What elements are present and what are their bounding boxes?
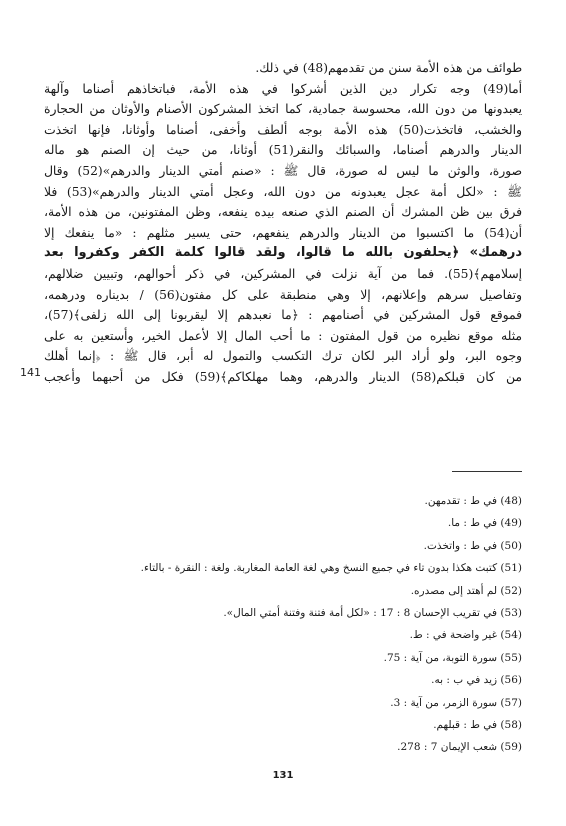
footnote: (57) سورة الزمر، من آية : 3. (390, 696, 522, 709)
text-line: ﷺ : «لكل أمة عجل يعبدونه من دون الله، وعجل أمتي الدينار والدرهم»(53) فلا (44, 184, 522, 199)
quran-verse-line: درهمك» ﴿يحلفون بالله ما قالوا، ولقد قالوا كلمة الكفر وكفروا بعد (44, 245, 522, 261)
page-number: 131 (272, 770, 294, 781)
footnote: (49) في ط : ما. (447, 517, 522, 530)
text-line: مثله موقع نظيره من قول المفتون : ما أحب المال إلا لأعمل الخير، وأستعين به على (44, 328, 522, 343)
text-line: فموقع قول المشركين في أصنامهم : ﴿ما نعبدهم إلا ليقربونا إلى الله زلفى﴾(57)، (44, 308, 522, 323)
footnote: (59) شعب الإيمان 7 : 278. (397, 741, 522, 754)
text-line: طوائف من هذه الأمة سنن من تقدمهم(48) في ذلك. (255, 61, 522, 75)
footnote: (58) في ط : قبلهم. (433, 719, 522, 732)
footnote: (54) غير واضحة في : ط. (409, 629, 522, 642)
footnote: (48) في ط : تقدمهن. (424, 495, 522, 507)
footnote: (51) كتبت هكذا بدون تاء في جميع النسخ وهي لغة العامة المغاربة. ولغة : النقرة - بالتاء. (140, 562, 522, 575)
manuscript-page-marker: 141 (20, 366, 41, 379)
text-line: يعبدونها من دون الله، محسوسة جمادية، كما اتخذ المشركون الأصنام والأوثان من الحجارة (44, 102, 522, 117)
footnote-divider (452, 471, 522, 472)
text-line: صورة، والوثن ما ليس له صورة، قال ﷺ : «صنم أمتي الدينار والدرهم»(52) وقال (44, 163, 522, 178)
text-line: من كان قبلكم(58) الدينار والدرهم، وهما مهلكاكم﴾(59) فكل من أحبهما وأعجب (44, 369, 522, 384)
text-line: فرق بين ظن المشرك أن الصنم الذي صنعه بيده ينفعه، وظن المفتونين، من هذه الأمة، (44, 205, 522, 220)
main-text (44, 58, 522, 388)
text-line: أن(54) ما اكتسبوا من الدينار والدرهم ينفعهم، حتى يسير مثلهم : «ما ينفعك إلا (44, 225, 522, 240)
footnote: (53) في تقريب الإحسان 8 : 17 : «لكل أمة فتنة وفتنة أمتي المال». (223, 607, 522, 620)
text-line: الدينار والدرهم أصناما، والسبائك والنقر(51) أوثانا، من حيث إن الصنم هو ماله (44, 143, 522, 158)
text-line: إسلامهم﴾(55). فما من آية نزلت في المشركين، في ذكر أحوالهم، وتبيين ضلالهم، (44, 266, 522, 281)
text-line: والخشب، فاتخذت(50) هذه الأمة بوجه ألطف وأخفى، أصناما وأوثانا، فإنها اتخذت (44, 122, 522, 137)
footnote: (52) لم أهتد إلى مصدره. (410, 584, 522, 597)
footnotes (44, 490, 522, 759)
text-line: وتفاصيل سرهم وإعلانهم، إلا وهي منطبقة على كل مفتون(56) / بديناره ودرهمه، (44, 287, 522, 302)
text-line: أما(49) وجه تكرار دين الذين أشركوا في هذه الأمة، فباتخاذهم أصناما وآلهة (44, 81, 522, 96)
footnote: (55) سورة التوبة، من آية : 75. (383, 651, 522, 664)
footnote: (56) زيد في ب : به. (431, 674, 522, 687)
text-line: وجوه البر، ولو أراد البر لكان ترك التكسب والتمول له أبر، قال ﷺ : ﴿إنما أهلك (44, 349, 522, 364)
footnote: (50) في ط : واتخذت. (423, 539, 522, 552)
